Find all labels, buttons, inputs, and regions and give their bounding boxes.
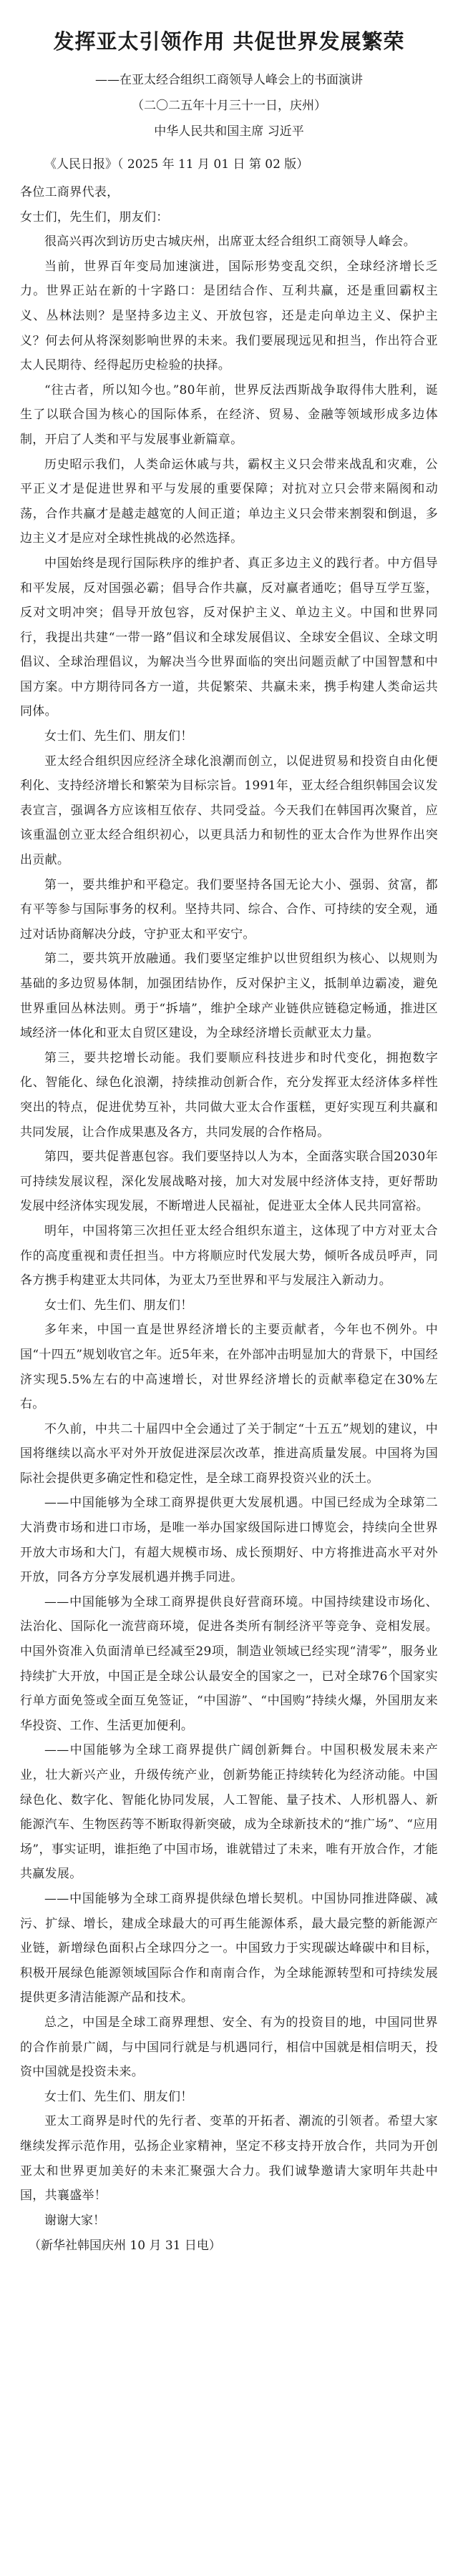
article-author: 中华人民共和国主席 习近平 [154,124,304,139]
body-paragraph: 明年，中国将第三次担任亚太经合组织东道主，这体现了中方对亚太合作的高度重视和责任担当。中方将顺应时代发展大势，倾听各成员呼声，同各方携手构建亚太共同体，为亚太乃至世界和平与发展注入新动力。 [20,1223,438,1288]
body-paragraph: 当前，世界百年变局加速演进，国际形势变乱交织，全球经济增长乏力。世界正站在新的十字路口：是团结合作、互利共赢，还是重回霸权主义、丛林法则？是坚持多边主义、开放包容，还是走向单边主义、保护主义？何去何从将深刻影响世界的未来。我们要展现远见和担当，作出符合亚太人民期待、经得起历史检验的抉择。 [20,259,438,373]
body-paragraph: 总之，中国是全球工商界理想、安全、有为的投资目的地，中国同世界的合作前景广阔，与中国同行就是与机遇同行，相信中国就是相信明天，投资中国就是投资未来。 [20,2015,438,2080]
body-paragraph: 第三，要共挖增长动能。我们要顺应科技进步和时代变化，拥抱数字化、智能化、绿色化浪潮，持续推动创新合作，充分发挥亚太经济体多样性突出的特点，促进优势互补，共同做大亚太合作蛋糕，更好实现互利共赢和共同发展，让合作成果惠及各方，共同发展的合作格局。 [20,1050,438,1140]
body-paragraph: ——中国能够为全球工商界提供广阔创新舞台。中国积极发展未来产业，壮大新兴产业，升级传统产业，创新势能正持续转化为经济动能。中国绿色化、数字化、智能化协同发展，人工智能、量子技术、人形机器人、新能源汽车、生物医药等不断取得新突破，成为全球新技术的“推广场”、“应用场”，事实证明，谁拒绝了中国市场，谁就错过了未来，唯有开放合作，才能共赢发展。 [20,1743,438,1882]
article-date-place: （二〇二五年十月三十一日，庆州） [132,99,326,113]
body-paragraph: 女士们、先生们、朋友们！ [44,2089,193,2104]
body-paragraph: 第四，要共促普惠包容。我们要坚持以人为本，全面落实联合国2030年可持续发展议程，深化发展战略对接，加大对发展中经济体支持，更好帮助发展中经济体实现发展，不断增进人民福祉，促进亚太全体人民共同富裕。 [20,1150,438,1214]
body-paragraph: ——中国能够为全球工商界提供绿色增长契机。中国协同推进降碳、减污、扩绿、增长，建成全球最大的可再生能源体系，最大最完整的新能源产业链，新增绿色面积占全球四分之一。中国致力于实现碳达峰碳中和目标，积极开展绿色能源领域国际合作和南南合作，为全球能源转型和可持续发展提供更多清洁能源产品和技术。 [20,1891,438,2005]
body-paragraph: 第二，要共筑开放融通。我们要坚定维护以世贸组织为核心、以规则为基础的多边贸易体制，加强团结协作，反对保护主义，抵制单边霸凌，避免世界重回丛林法则。勇于“拆墙”，维护全球产业链供应链稳定畅通，推进区域经济一体化和亚太自贸区建设，为全球经济增长贡献亚太力量。 [20,952,438,1041]
body-paragraph: 女士们、先生们、朋友们！ [44,729,193,744]
body-paragraph: 亚太工商界是时代的先行者、变革的开拓者、潮流的引领者。希望大家继续发挥示范作用，弘扬企业家精神，坚定不移支持开放合作，共同为开创亚太和世界更加美好的未来汇聚强大合力。我们诚挚邀请大家明年共赴中国，共襄盛举！ [20,2114,438,2204]
body-paragraph: ——中国能够为全球工商界提供更大发展机遇。中国已经成为全球第二大消费市场和进口市场，是唯一举办国家级国际进口博览会，持续向全世界开放大市场和大门，有超大规模市场、成长预期好、中方将推进高水平对外开放，同各方分享发展机遇并携手同进。 [20,1496,438,1585]
body-paragraph: “往古者，所以知今也。”80年前，世界反法西斯战争取得伟大胜利，诞生了以联合国为核心的国际体系，在经济、贸易、金融等领域形成多边体制，开启了人类和平与发展事业新篇章。 [20,383,438,447]
body-paragraph: 各位工商界代表， [20,185,120,199]
article-body [20,180,438,2209]
body-paragraph: 多年来，中国一直是世界经济增长的主要贡献者，今年也不例外。中国“十四五”规划收官之年。近5年来，在外部冲击明显加大的背景下，中国经济实现5.5%左右的中高速增长，对世界经济增长的贡献率稳定在30%左右。 [20,1323,438,1412]
body-paragraph: 女士们，先生们，朋友们： [20,209,169,224]
body-paragraph: 不久前，中共二十届四中全会通过了关于制定“十五五”规划的建议，中国将继续以高水平对外开放促进深层次改革，推进高质量发展。中国将为国际社会提供更多确定性和稳定性，是全球工商界投资兴业的沃土。 [20,1421,438,1486]
article-closing: 谢谢大家！ [44,2213,105,2228]
body-paragraph: ——中国能够为全球工商界提供良好营商环境。中国持续建设市场化、法治化、国际化一流营商环境，促进各类所有制经济平等竞争、竞相发展。中国外资准入负面清单已经减至29项，制造业领域已经实现“清零”，服务业持续扩大开放，中国正是全球公认最安全的国家之一，已对全球76个国家实行单方面免签或全面互免签证，“中国游”、“中国购”持续火爆，外国朋友来华投资、工作、生活更加便利。 [20,1594,438,1733]
body-paragraph: 历史昭示我们，人类命运休戚与共，霸权主义只会带来战乱和灾难，公平正义才是促进世界和平与发展的重要保障；对抗对立只会带来隔阂和动荡，合作共赢才是越走越宽的人间正道；单边主义只会带来割裂和倒退，多边主义才是应对全球性挑战的必然选择。 [20,457,438,546]
body-paragraph: 女士们、先生们、朋友们！ [44,1298,193,1313]
body-paragraph: 亚太经合组织因应经济全球化浪潮而创立，以促进贸易和投资自由化便利化、支持经济增长和繁荣为目标宗旨。1991年，亚太经合组织韩国会议发表宣言，强调各方应该相互依存、共同受益。今天我们在韩国再次聚首，应该重温创立亚太经合组织初心，以更具活力和韧性的亚太合作为世界作出突出贡献。 [20,754,438,868]
article-source: 《人民日报》（ 2025 年 11 月 01 日 第 02 版） [44,157,309,172]
article-subtitle: ——在亚太经合组织工商领导人峰会上的书面演讲 [95,73,363,87]
body-paragraph: 第一，要共维护和平稳定。我们要坚持各国无论大小、强弱、贫富，都有平等参与国际事务的权利。坚持共同、综合、合作、可持续的安全观，通过对话协商解决分歧，守护亚太和平安宁。 [20,877,438,942]
article-footer: （新华社韩国庆州 10 月 31 日电） [29,2239,221,2254]
article-title: 发挥亚太引领作用 共促世界发展繁荣 [53,29,405,54]
body-paragraph: 中国始终是现行国际秩序的维护者、真正多边主义的践行者。中方倡导和平发展，反对国强必霸；倡导合作共赢，反对赢者通吃；倡导互学互鉴，反对文明冲突；倡导开放包容，反对保护主义、单边主义。中国和世界同行，我提出共建“一带一路”倡议和全球发展倡议、全球安全倡议、全球文明倡议、全球治理倡议，为解决当今世界面临的突出问题贡献了中国智慧和中国方案。中方期待同各方一道，共促繁荣、共赢未来，携手构建人类命运共同体。 [20,556,438,719]
body-paragraph: 很高兴再次到访历史古城庆州，出席亚太经合组织工商领导人峰会。 [44,235,416,250]
